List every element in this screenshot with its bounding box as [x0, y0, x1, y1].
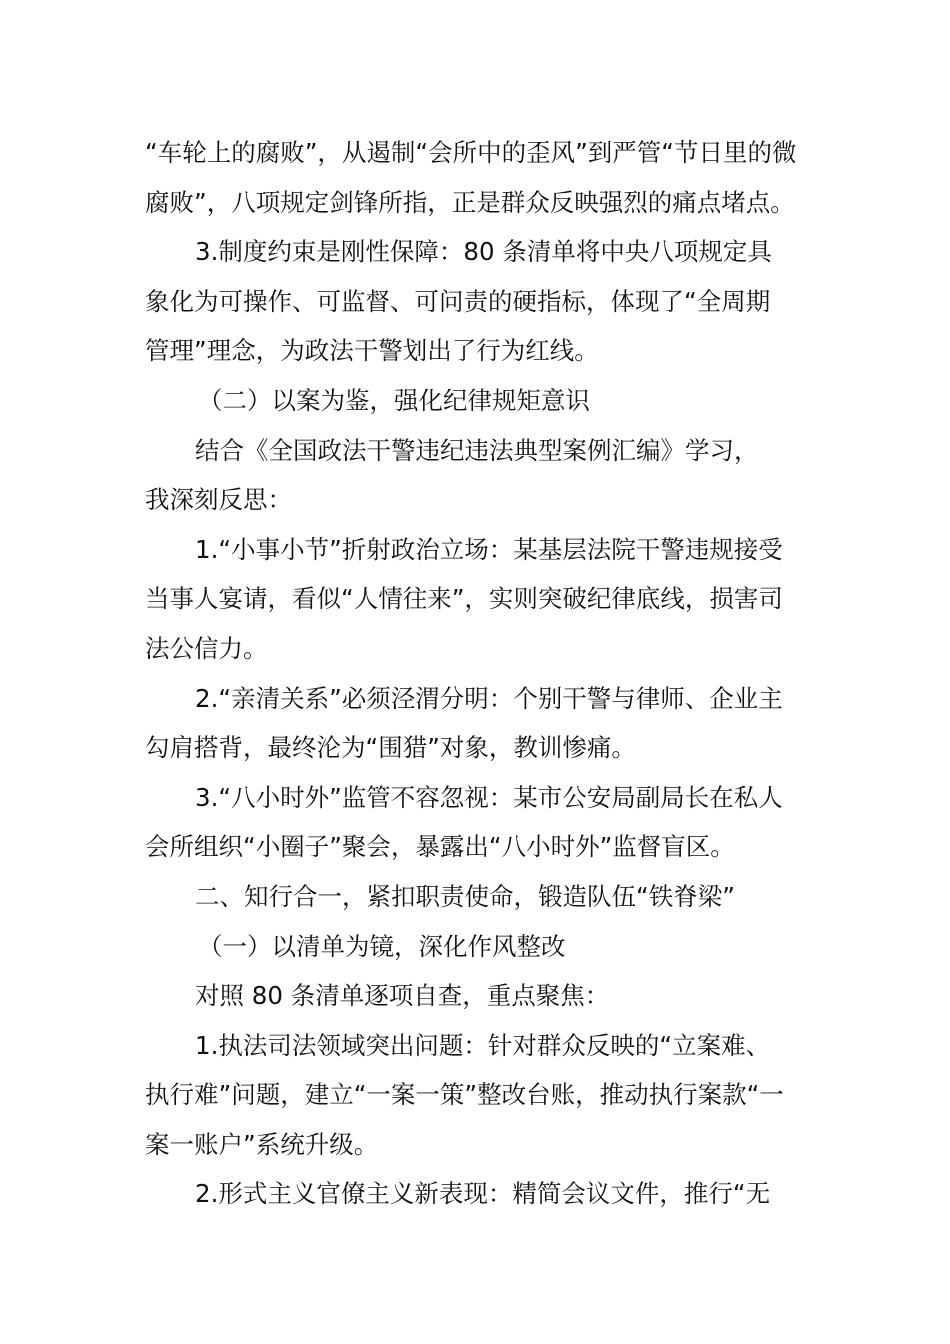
body-text-line: 执行难”问题，建立“一案一策”整改台账，推动执行案款“一 — [145, 1080, 784, 1110]
chapter-heading: 二、知行合一，紧扣职责使命，锻造队伍“铁脊梁” — [195, 881, 735, 911]
body-text-line: 1.“小事小节”折射政治立场：某基层法院干警违规接受 — [195, 534, 783, 564]
body-text-line: “车轮上的腐败”，从遏制“会所中的歪风”到严管“节日里的微 — [145, 138, 797, 167]
body-text-line: 2.形式主义官僚主义新表现：精简会议文件，推行“无 — [195, 1179, 771, 1209]
body-text-line: 腐败”，八项规定剑锋所指，正是群众反映强烈的痛点堵点。 — [145, 187, 795, 217]
body-text-line: 结合《全国政法干警违纪违法典型案例汇编》学习， — [195, 435, 759, 465]
body-text-line: 1.执法司法领域突出问题：针对群众反映的“立案难、 — [195, 1030, 771, 1060]
body-text-line: 当事人宴请，看似“人情往来”，实则突破纪律底线，损害司 — [145, 584, 783, 614]
body-text-line: 象化为可操作、可监督、可问责的硬指标，体现了“全周期 — [145, 286, 771, 316]
body-text-line: 3.“八小时外”监管不容忽视：某市公安局副局长在私人 — [195, 782, 783, 812]
body-text-line: 法公信力。 — [145, 633, 268, 663]
body-text-line: 对照 80 条清单逐项自查，重点聚焦： — [195, 981, 610, 1011]
body-text-line: 勾肩搭背，最终沦为“围猎”对象，教训惨痛。 — [145, 733, 636, 763]
body-text-line: 管理”理念，为政法干警划出了行为红线。 — [145, 336, 599, 366]
body-text-line: 会所组织“小圈子”聚会，暴露出“八小时外”监督盲区。 — [145, 832, 735, 862]
body-text-line: 我深刻反思： — [145, 485, 292, 515]
section-heading: （二）以案为鉴，强化纪律规矩意识 — [198, 385, 590, 415]
body-text-line: 3.制度约束是刚性保障：80 条清单将中央八项规定具 — [195, 237, 772, 267]
body-text-line: 2.“亲清关系”必须泾渭分明：个别干警与律师、企业主 — [195, 683, 783, 713]
body-text-line: 案一账户”系统升级。 — [145, 1129, 379, 1159]
section-heading: （一）以清单为镜，深化作风整改 — [198, 931, 566, 961]
document-body — [145, 128, 810, 1219]
